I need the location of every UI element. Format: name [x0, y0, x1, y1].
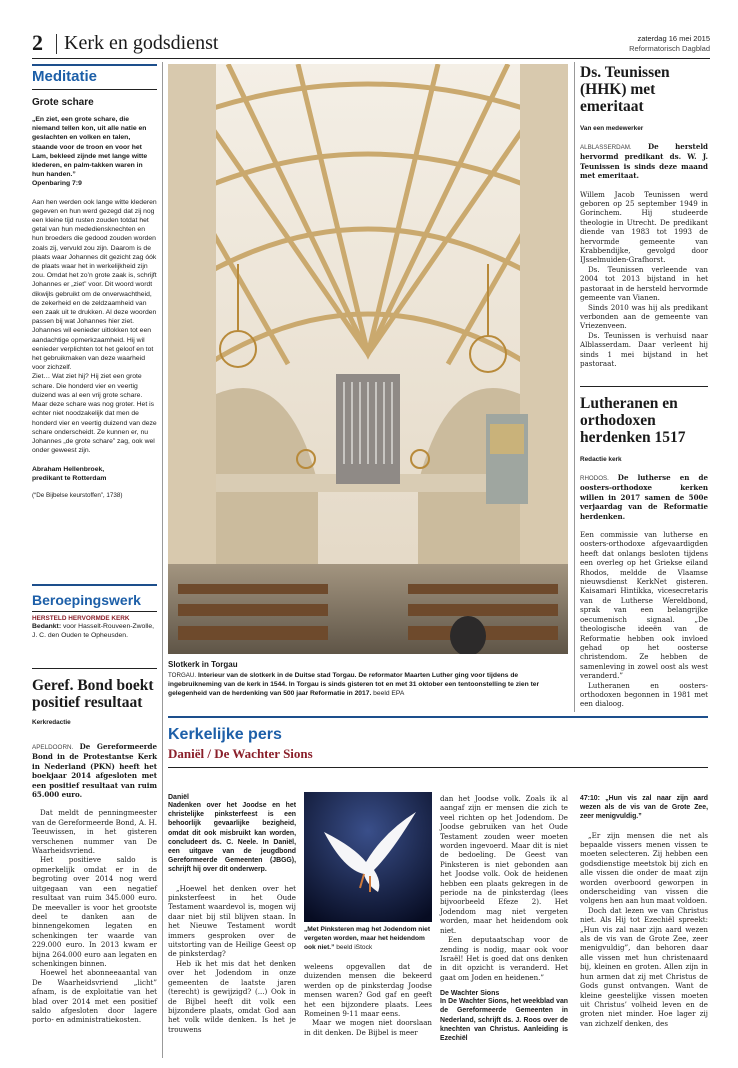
teunissen-byline: Van een medewerker — [580, 125, 644, 132]
lutheranen-body — [580, 530, 708, 709]
teunissen-p1: Willem Jacob Teunissen werd geboren op 25 september 1949 in Gorinchem. Hij studeerde theologie in Utrecht. De predikant diende van 1983 tot 1993 de hervormde gemeente van Krabbendijke, gevolgd door IJsselmuiden-Grafhorst. — [580, 189, 708, 265]
pers-col4-body — [580, 831, 708, 1029]
beroeping-church: HERSTELD HERVORMDE KERK — [32, 615, 130, 622]
photo-caption-title: Slotkerk in Torgau — [168, 660, 238, 669]
lutheranen-headline: Lutheranen en orthodoxen herdenken 1517 — [580, 395, 686, 446]
teunissen-lead — [580, 142, 708, 181]
pers-col4-p1: „Er zijn mensen die net als bepaalde vissers menen vissen te moeten selecteren. Zij hebben een godsdienstige meetstok bij zich en alle vissen die onder de maat zijn worden overboord geworpen in onderscheiding van vissen die volgens hen aan hun maat voldoen. — [580, 830, 708, 906]
pers-col3-label: De Wachter Sions — [440, 990, 500, 998]
photo-credit: beeld EPA — [373, 690, 405, 697]
pers-title: Kerkelijke pers — [168, 726, 282, 743]
pers-col4-p2: Doch dat lezen we van Christus niet. Als Hij tot Ezechiël spreekt: „Hun vis zal naar zijn aard wezen als de vis van de Grote Zee, zeer menigvuldig”, dan behoren daar alle vissen met hun christenaard bij, kleinen en groten. Allen zijn in hun armen dat zij met Christus de Gods gunst ontvangen. Want de kleine geestelijke vissen moeten uit Christus’ volheid leven en de groten niet minder. Hoe lager zij van zichzelf denken, des — [580, 905, 708, 1028]
teunissen-headline: Ds. Teunissen (HHK) met emeritaat — [580, 64, 670, 115]
geref-bond-article — [32, 668, 157, 1025]
teunissen-p4: Ds. Teunissen is verhuisd naar Alblasserdam. Daar verleent hij sinds 1 mei bijstand in het pastoraat. — [580, 330, 708, 368]
header-rule — [32, 58, 710, 59]
pers-col3-lead: In De Wachter Sions, het weekblad van de Gereformeerde Gemeenten in Nederland, schrijft ds. J. Roos over de knechten van Christus. Aanleiding is Ezechiël — [440, 998, 568, 1042]
meditatie-body-2: Ziet… Wat ziet hij? Hij ziet een grote schare. Die honderd vier en veertig duizend was al een vrij grote schare. Maar deze schare was nog groter. Het is echter niet noodzakelijk dat men de honderd vier en veertig duizend van deze schare onderscheidt. Ze kunnen er, nu Johannes „de grote schare” zag, ook wel onder geweest zijn. — [32, 373, 157, 455]
geref-p3: Hoewel het abonneeaantal van De Waarheidsvriend „licht” afnam, is de exploitatie van het blad over 2014 met een positief saldo afgesloten door lagere porto- en administratiekosten. — [32, 968, 157, 1025]
column-divider-left — [162, 62, 163, 1058]
dove-image — [304, 792, 432, 922]
pers-col1-lead: Nadenken over het Joodse en het christelijke pinksterfeest is een behoorlijk gevaarlijke bezigheid, omdat dit ook misbruikt kan worden, concludeert ds. C. Neele. In Daniël, een uitgave van de jeugdbond Gereformeerde Gemeenten (JBGG), schrijft hij over dit onderwerp. — [168, 802, 296, 874]
page-number: 2 — [32, 30, 43, 55]
beroeping-text — [32, 622, 157, 640]
photo-caption — [168, 660, 568, 698]
meditatie-top-rule — [32, 64, 157, 66]
pers-col2-p1: weleens opgevallen dat de duizenden mensen die bekeerd werden op de pinksterdag Joodse mensen waren? God gaf en geeft het een bijzondere plaats. Lees Romeinen 9-11 maar eens. — [304, 962, 432, 1019]
geref-byline: Kerkredactie — [32, 719, 71, 726]
bird-caption — [304, 926, 432, 952]
photo-caption-place: TORGAU. — [168, 672, 197, 679]
pers-col1-p2: Heb ik het mis dat het denken over het Jodendom in onze gemeenten de laatste jaren (terecht) is gewijzigd? (...) Ook in de Bijbel heeft dit volk een bijzondere plaats, omdat God aan het volk wilde denken. Is het je trouwens — [168, 958, 296, 1034]
teunissen-p2: Ds. Teunissen verleende van 2004 tot 2013 bijstand in het pastoraat in de hersteld hervormde gemeente van Vianen. — [580, 264, 708, 303]
beroeping-value: voor Hasselt-Rouveen-Zwolle, J. C. den Ouden te Opheusden. — [32, 623, 155, 640]
pers-sub-rule — [168, 767, 708, 768]
section-title: Kerk en godsdienst — [64, 32, 219, 54]
geref-dateline: APELDOORN. — [32, 744, 74, 751]
header-date: zaterdag 16 mei 2015 — [637, 34, 710, 43]
bird-photo — [304, 792, 432, 922]
teunissen-body — [580, 190, 708, 369]
geref-headline: Geref. Bond boekt positief resultaat — [32, 677, 154, 711]
pers-col-4 — [580, 794, 708, 1028]
header-divider — [56, 34, 57, 54]
lutheranen-lead-text: De lutherse en de oosters-orthodoxe kerken willen in 2017 samen de 500e verjaardag van de Reformatie herdenken. — [580, 473, 708, 521]
photo-caption-text — [168, 671, 568, 698]
geref-lead-text: De Gereformeerde Bond in de Protestantse Kerk in Nederland (PKN) heeft het boekjaar 2014 afgesloten met een positief resultaat van ruim 65.000 euro. — [32, 742, 157, 800]
teunissen-p3: Sinds 2010 was hij als predikant verbonden aan de gemeente van Vriezenveen. — [580, 302, 708, 331]
lutheranen-dateline: RHODOS. — [580, 475, 609, 482]
beroeping-sub-rule — [32, 611, 157, 612]
geref-p1: Dat meldt de penningmeester van de Gereformeerde Bond, A. H. Teeuwissen, in het gisteren verschenen nummer van De Waarheidsvriend. — [32, 808, 157, 856]
pers-subtitle: Daniël / De Wachter Sions — [168, 746, 313, 761]
meditatie-headline: Grote schare — [32, 97, 94, 108]
pers-col-2 — [304, 962, 432, 1037]
pers-col-3 — [440, 794, 568, 1043]
geref-top-rule — [32, 668, 157, 669]
beroepingswerk-box — [32, 584, 157, 640]
meditatie-body: Aan hen werden ook lange witte klederen gegeven en hun werd gezegd dat zij nog een kleine tijd rusten zouden totdat het getal van hun medediensknechten en hun broeders die gedood zouden worden zoals zij, vervuld zou zijn. Daarom is de plaats waar Johannes dit gezicht zag óók de plaats waar het in werkelijkheid zijn zou. Omdat het zo’n grote zaak is, schrijft Johannes er „ziet” voor. Dit woord wordt dikwijls gebruikt om de onverwachtheid, de zekerheid en de zeldzaamheid van een zaak uit te drukken. Al deze woorden passen bij wat Johannes hier ziet. Johannes wil eenieder uitlokken tot een aandachtige opmerkzaamheid. Hij wil eenieder verplichten tot het geloof en tot het gebruikmaken van deze waarheid voor zichzelf. — [32, 198, 157, 372]
beroeping-label: Bedankt: — [32, 623, 62, 630]
meditatie-author: Abraham Hellenbroek, — [32, 466, 105, 474]
beroeping-title: Beroepingswerk — [32, 592, 141, 608]
teunissen-dateline: ALBLASSERDAM. — [580, 144, 632, 151]
header-paper: Reformatorisch Dagblad — [629, 44, 710, 53]
pers-col1-body — [168, 884, 296, 1035]
bird-credit: beeld iStock — [336, 943, 373, 951]
meditatie-box — [32, 62, 157, 501]
pers-col4-lead: 47:10: „Hun vis zal naar zijn aard wezen als de vis van de Grote Zee, zeer menigvuldig.” — [580, 795, 708, 821]
lutheranen-lead — [580, 473, 708, 521]
pers-col1-p1: „Hoewel het denken over het pinksterfeest in het Oude Testament waardevol is, mogen wij daar niet bij stil blijven staan. In het Nieuwe Testament wordt immers gesproken over de uitstorting van de Heilige Geest op de pinksterdag? — [168, 883, 296, 959]
pers-section — [168, 716, 708, 768]
beroeping-top-rule — [32, 584, 157, 586]
pers-col3-p2: Een deputaatschap voor de zending is nodig, maar ook voor Israël! Het is goed dat ons denken in dit opzicht is veranderd. Het gaat om Joden en heidenen.” — [440, 935, 568, 982]
photo-caption-body: Interieur van de slotkerk in de Duitse stad Torgau. De reformator Maarten Luther ging voor tijdens de ingebruikneming van de kerk in 1544. In Torgau is sinds gisteren tot en met 31 oktober een tentoonstelling te zien ter gelegenheid van de herdenking van 500 jaar Reformatie in 2017. — [168, 672, 540, 697]
lutheranen-p1: Een commissie van lutherse en oosters-orthodoxe afgevaardigden heeft dat onlangs besloten tijdens een overleg op het Griekse eiland Rhodos, meldde de Vlaamse nieuwsdienst KerkNet gisteren. Kaisamari Hintikka, vicesecretaris van de Lutherse Wereldbond, sprak van een belangrijke oecumenisch signaal. „De theologische ideeën van de Reformatie hebben ook invloed gehad op het oosterse christendom. Ze hebben de samenleving in zowel oost als west veranderd.” — [580, 530, 708, 681]
meditatie-source: (“De Bijbelse keurstoffen”, 1738) — [32, 492, 123, 500]
geref-p2: Het positieve saldo is opmerkelijk omdat er in de begroting over 2014 nog werd uitgegaan van een negatief resultaat van ruim 345.000 euro. De meevaller is voor het grootste deel te danken aan de binnengekomen legaten en schenkingen ter waarde van 229.000 euro. In 2013 kwam er bijna 264.000 euro aan legaten en schenkingen binnen. — [32, 855, 157, 968]
church-interior-image — [168, 64, 568, 654]
pers-col1-label: Daniël — [168, 794, 190, 801]
meditatie-sub-rule — [32, 89, 157, 90]
lutheranen-byline: Redactie kerk — [580, 456, 622, 463]
pers-col3-p1: dan het Joodse volk. Zoals ik al aangaf zijn er mensen die zich te veel richten op het Jodendom. De Joodse gebruiken van het Oude Testament zouden weer moeten worden ingevoerd. Maar dit is niet de bedoeling. De Geest van Pinksteren is niet gebonden aan het Joodse volk. Ook de heidenen hebben een plaats gekregen in de periode na de pinksterdag (lees bijvoorbeeld Efeze 2). Het Jodendom mag niet vergeten worden, maar het heidendom ook niet. — [440, 794, 568, 935]
meditatie-quote: „En ziet, een grote schare, die niemand tellen kon, uit alle natie en geslachten en volken en talen, staande voor de troon en voor het Lam, bekleed zijnde met lange witte klederen, en palm-takken waren in hun handen.” — [32, 116, 148, 179]
column-divider-right — [574, 62, 575, 712]
church-photo — [168, 64, 568, 654]
pers-col2-p2: Maar we mogen niet doorslaan in dit denken. De Bijbel is meer — [304, 1018, 432, 1037]
geref-lead — [32, 742, 157, 799]
teunissen-lead-text: De hersteld hervormd predikant ds. W. J. Teunissen is sinds deze maand met emeritaat. — [580, 142, 708, 181]
bird-caption-text: „Met Pinksteren mag het Jodendom niet vergeten worden, maar het heidendom ook niet.” — [304, 926, 431, 951]
meditatie-title: Meditatie — [32, 68, 98, 85]
pers-col-1 — [168, 794, 296, 1034]
teunissen-article — [580, 64, 708, 368]
lutheranen-p2: Lutheranen en oosters-orthodoxen begonnen in 1981 met een dialoog. — [580, 680, 708, 709]
pers-col3-body — [440, 794, 568, 982]
lutheranen-article — [580, 386, 708, 709]
meditatie-author-role: predikant te Rotterdam — [32, 475, 107, 483]
lutheranen-top-rule — [580, 386, 708, 387]
pers-top-rule — [168, 716, 708, 718]
meditatie-quote-ref: Openbaring 7:9 — [32, 180, 82, 188]
geref-body — [32, 808, 157, 1024]
